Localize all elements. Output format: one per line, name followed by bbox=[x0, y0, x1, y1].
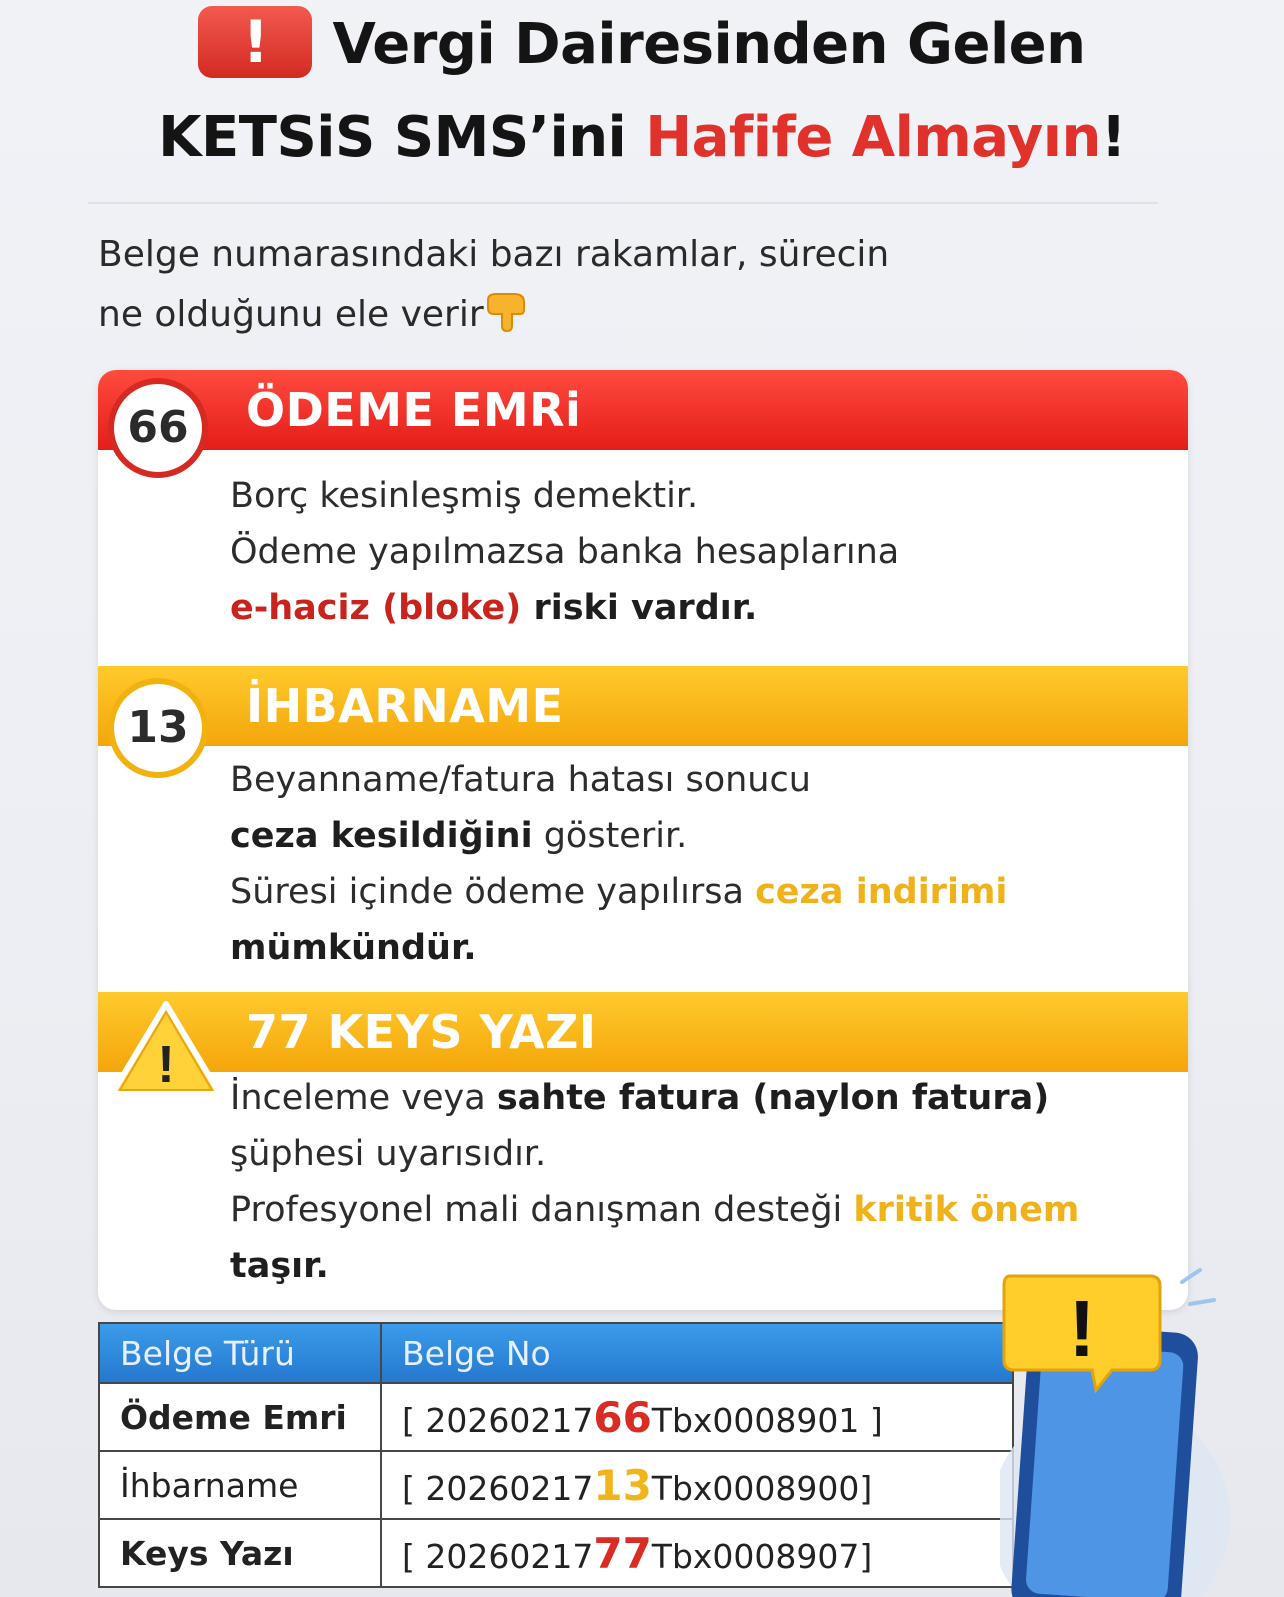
intro-line-1: Belge numarasındaki bazı rakamlar, sürecin bbox=[98, 234, 890, 275]
section-header-keys-yazi bbox=[98, 992, 1188, 1072]
exclamation-icon: ! bbox=[198, 6, 312, 78]
document-number-table bbox=[98, 1322, 1014, 1588]
code-badge-13: 13 bbox=[108, 678, 208, 778]
document-number-cell: [ 2026021777Tbx0008907] bbox=[381, 1519, 1013, 1587]
table-row bbox=[99, 1383, 1013, 1451]
title-line-1 bbox=[0, 8, 1284, 84]
document-type-cell: Keys Yazı bbox=[99, 1519, 381, 1587]
section-header-ihbarname bbox=[98, 666, 1188, 746]
section-title: İHBARNAME bbox=[246, 679, 564, 733]
warning-mark: ! bbox=[157, 1036, 175, 1094]
title-line-2 bbox=[0, 105, 1284, 170]
intro-text bbox=[98, 225, 889, 345]
table-row bbox=[99, 1519, 1013, 1587]
section-title: 77 KEYS YAZI bbox=[246, 1005, 597, 1059]
table-header-row bbox=[99, 1323, 1013, 1383]
document-types-card bbox=[98, 370, 1188, 1310]
table-row bbox=[99, 1451, 1013, 1519]
document-number-cell: [ 2026021713Tbx0008900] bbox=[381, 1451, 1013, 1519]
column-header: Belge No bbox=[381, 1323, 1013, 1383]
document-type-cell: İhbarname bbox=[99, 1451, 381, 1519]
section-header-odeme-emri bbox=[98, 370, 1188, 450]
section-body-odeme-emri: Borç kesinleşmiş demektir. Ödeme yapılmazsa banka hesaplarına e-haciz (bloke) riski vardır. bbox=[230, 476, 900, 628]
phone-alert-icon bbox=[1000, 1268, 1230, 1597]
title-line-1-text: Vergi Dairesinden Gelen bbox=[332, 12, 1086, 78]
warning-triangle-icon bbox=[106, 996, 226, 1102]
title-line-2-end: ! bbox=[1100, 105, 1126, 170]
intro-line-2: ne olduğunu ele verir bbox=[98, 285, 889, 345]
document-type-cell: Ödeme Emri bbox=[99, 1383, 381, 1451]
phone-alert-mark: ! bbox=[1068, 1284, 1096, 1373]
column-header: Belge Türü bbox=[99, 1323, 381, 1383]
title-line-2-plain: KETSiS SMS’ini bbox=[158, 105, 627, 170]
section-body-ihbarname: Beyanname/fatura hatası sonucu ceza kesildiğini gösterir. Süresi içinde ödeme yapılırsa ceza indirimi mümkündür. bbox=[230, 760, 1008, 968]
pointing-down-hand-icon bbox=[484, 292, 530, 332]
section-body-keys-yazi: İnceleme veya sahte fatura (naylon fatura) şüphesi uyarısıdır. Profesyonel mali danışman desteği kritik önem taşır. bbox=[230, 1078, 1080, 1286]
code-badge-66: 66 bbox=[108, 378, 208, 478]
divider bbox=[88, 202, 1158, 204]
title-line-2-highlight: Hafife Almayın bbox=[645, 105, 1101, 170]
document-number-cell: [ 2026021766Tbx0008901 ] bbox=[381, 1383, 1013, 1451]
section-title: ÖDEME EMRi bbox=[246, 383, 582, 437]
